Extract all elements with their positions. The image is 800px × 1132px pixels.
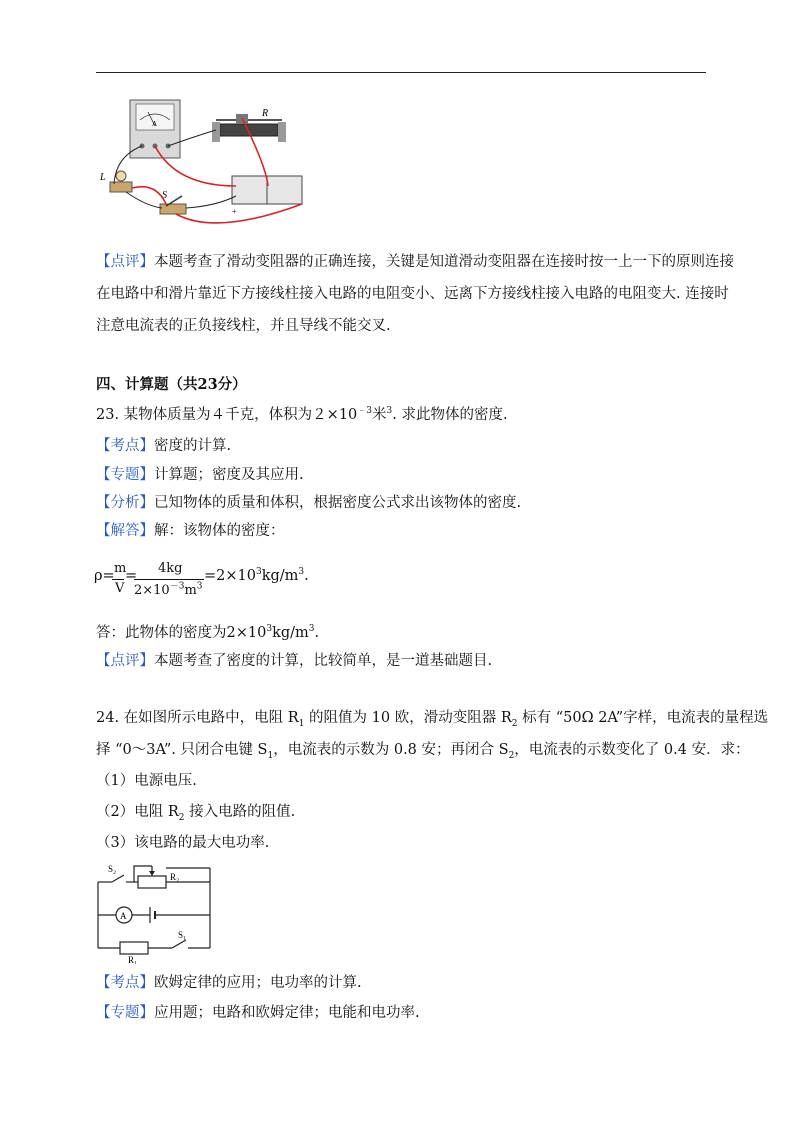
circuit-figure-1 bbox=[96, 96, 316, 246]
dianping-tag: 【点评】 bbox=[96, 254, 154, 270]
review1-line3: 注意电流表的正负接线柱，并且导线不能交叉. bbox=[96, 318, 391, 334]
q24-item1: （1）电源电压. bbox=[96, 773, 197, 789]
switch-s2 bbox=[112, 875, 124, 882]
section-title: 四、计算题（共23分） bbox=[96, 376, 247, 393]
q24-item3: （3）该电路的最大电功率. bbox=[96, 835, 270, 851]
review1-line1: 【点评】本题考查了滑动变阻器的正确连接，关键是知道滑动变阻器在连接时按一上一下的原则连接 bbox=[96, 254, 734, 270]
q24-item2: （2）电阻 $R_2$ 接入电路的阻值. bbox=[96, 804, 296, 823]
switch-s1 bbox=[172, 940, 186, 948]
q24-kaodian: 【考点】欧姆定律的应用；电功率的计算. bbox=[96, 975, 362, 991]
switch-label: S bbox=[162, 190, 167, 201]
header-rule bbox=[96, 72, 706, 73]
q24-zhuanti: 【专题】应用题；电路和欧姆定律；电能和电功率. bbox=[96, 1005, 420, 1021]
q23-zhuanti: 【专题】计算题；密度及其应用. bbox=[96, 467, 304, 483]
label-s2: S₂ bbox=[108, 864, 117, 874]
label-r1: R₁ bbox=[128, 955, 138, 964]
svg-text:+: + bbox=[232, 207, 237, 216]
lamp-label: L bbox=[100, 172, 106, 183]
q24-line1: 24. 在如图所示电路中，电阻 $R_1$ 的阻值为 10 欧，滑动变阻器 $R_2$ 标有 “50Ω 2A”字样，电流表的量程选 bbox=[96, 710, 769, 729]
q23-answer: 答：此物体的密度为$2\times 10^3kg/m^3$. bbox=[96, 624, 320, 641]
switch-base bbox=[160, 204, 186, 214]
lamp-bulb bbox=[116, 171, 126, 181]
label-r2: R₂ bbox=[170, 872, 180, 882]
label-s1: S₁ bbox=[178, 930, 187, 940]
q23-jieda: 【解答】解：该物体的密度： bbox=[96, 523, 285, 539]
rheostat-label: R bbox=[262, 108, 269, 119]
q24-line2: 择 “0～3A”. 只闭合电键 $S_1$，电流表的示数为 0.8 安；再闭合 $S_2$，电流表的示数变化了 0.4 安．求： bbox=[96, 742, 750, 761]
q23-kaodian: 【考点】密度的计算. bbox=[96, 438, 232, 454]
resistor-r2 bbox=[138, 876, 166, 888]
circuit-figure-2 bbox=[94, 860, 216, 964]
ammeter-label: A bbox=[152, 120, 158, 128]
q23-dianping: 【点评】本题考查了密度的计算，比较简单，是一道基础题目. bbox=[96, 653, 493, 669]
review1-line2: 在电路中和滑片靠近下方接线柱接入电路的电阻变小、远离下方接线柱接入电路的电阻变大. 连接时 bbox=[96, 286, 729, 302]
q23-fenxi: 【分析】已知物体的质量和体积，根据密度公式求出该物体的密度. bbox=[96, 495, 522, 511]
lamp-base bbox=[110, 182, 132, 192]
resistor-r1 bbox=[120, 942, 148, 954]
q23-stem: 23. 某物体质量为４千克，体积为$2\times 10^{﹣3}$米$^3$. 求此物体的密度. bbox=[96, 406, 508, 423]
label-a: A bbox=[120, 911, 127, 921]
